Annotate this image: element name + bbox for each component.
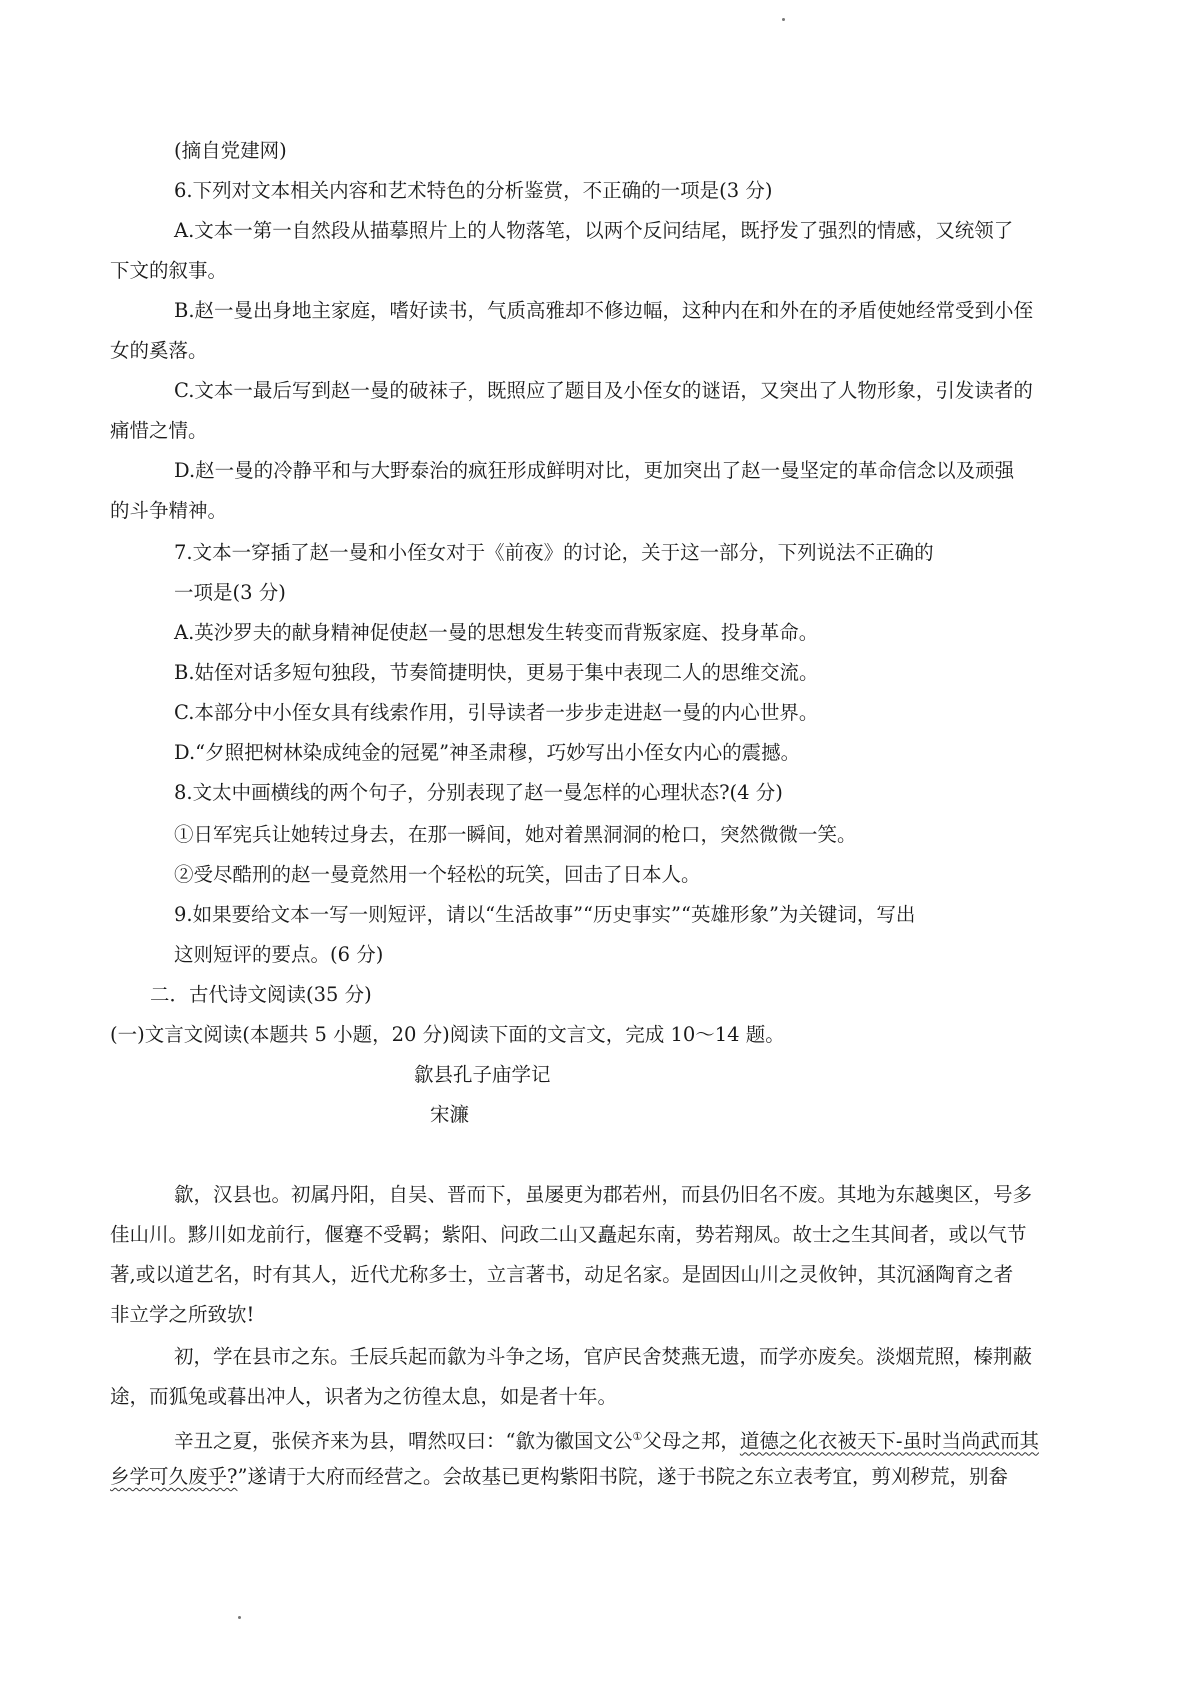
essay-p3-line1 xyxy=(174,1424,1039,1453)
essay-p3-line1-mid: 父母之邦， xyxy=(642,1429,740,1453)
subsection-heading: (一)文言文阅读(本题共 5 小题，20 分)阅读下面的文言文，完成 10～14 题。 xyxy=(110,1023,785,1046)
question-6-option-d-cont: 的斗争精神。 xyxy=(110,499,228,522)
question-6-option-a: A.文本一第一自然段从描摹照片上的人物落笔，以两个反问结尾，既抒发了强烈的情感，又统领了 xyxy=(174,219,1014,242)
source-note: (摘自党建网) xyxy=(174,139,287,162)
question-9-stem-cont: 这则短评的要点。(6 分) xyxy=(174,943,384,966)
essay-p1-line3: 著,或以道艺名，时有其人，近代尤称多士，立言著书，动足名家。是固因山川之灵攸钟，其沉涵陶育之者 xyxy=(110,1263,1014,1286)
question-6-option-d: D.赵一曼的冷静平和与大野泰治的疯狂形成鲜明对比，更加突出了赵一曼坚定的革命信念以及顽强 xyxy=(174,459,1015,482)
scan-speck xyxy=(238,1616,241,1619)
question-6-option-c-cont: 痛惜之情。 xyxy=(110,419,208,442)
essay-p3-line2 xyxy=(110,1464,1008,1490)
question-8-sentence-2: ②受尽酷刑的赵一曼竟然用一个轻松的玩笑，回击了日本人。 xyxy=(174,863,701,886)
question-7-option-a: A.英沙罗夫的献身精神促使赵一曼的思想发生转变而背叛家庭、投身革命。 xyxy=(174,621,819,644)
question-7-stem-cont: 一项是(3 分) xyxy=(174,581,286,604)
question-9-stem: 9.如果要给文本一写一则短评，请以“生活故事”“历史事实”“英雄形象”为关键词，写出 xyxy=(174,903,916,926)
essay-p2-line1: 初，学在县市之东。壬辰兵起而歙为斗争之场，官庐民舍焚燕无遗，而学亦废矣。淡烟荒照，榛荆蔽 xyxy=(174,1345,1033,1368)
question-8-sentence-1: ①日军宪兵让她转过身去，在那一瞬间，她对着黑洞洞的枪口，突然微微一笑。 xyxy=(174,823,857,846)
question-7-option-b: B.姑侄对话多短句独段，节奏简捷明快，更易于集中表现二人的思维交流。 xyxy=(174,661,819,684)
footnote-marker: ① xyxy=(632,1430,643,1443)
essay-p1-line2: 佳山川。黟川如龙前行，偃蹇不受羁；紫阳、问政二山又矗起东南，势若翔凤。故士之生其间者，或以气节 xyxy=(110,1223,1027,1246)
section-heading: 二．古代诗文阅读(35 分) xyxy=(150,983,372,1006)
question-7-option-d: D.“夕照把树林染成纯金的冠冕”神圣肃穆，巧妙写出小侄女内心的震撼。 xyxy=(174,741,801,764)
question-6-option-c: C.文本一最后写到赵一曼的破袜子，既照应了题目及小侄女的谜语，又突出了人物形象，引发读者的 xyxy=(174,379,1033,402)
essay-p3-line1-start: 辛丑之夏，张侯齐来为县，喟然叹曰：“歙为徽国文公 xyxy=(174,1429,633,1453)
question-6-option-b-cont: 女的奚落。 xyxy=(110,339,208,362)
essay-p1-line4: 非立学之所致欤! xyxy=(110,1303,255,1326)
question-6-option-a-cont: 下文的叙事。 xyxy=(110,259,228,282)
question-6-stem: 6.下列对文本相关内容和艺术特色的分析鉴赏，不正确的一项是(3 分) xyxy=(174,179,773,202)
essay-p1-line1: 歙，汉县也。初属丹阳，自吴、晋而下，虽屡更为郡若州，而县仍旧名不废。其地为东越奥区，号多 xyxy=(174,1183,1033,1206)
wavy-underlined-sentence-cont: 乡学可久废乎? xyxy=(110,1465,238,1488)
wavy-underlined-sentence: 道德之化衣被天下-虽时当尚武而其 xyxy=(739,1429,1039,1453)
question-8-stem: 8.文太中画横线的两个句子，分别表现了赵一曼怎样的心理状态?(4 分) xyxy=(174,781,783,804)
question-7-stem: 7.文本一穿插了赵一曼和小侄女对于《前夜》的讨论，关于这一部分，下列说法不正确的 xyxy=(174,541,934,564)
essay-title: 歙县孔子庙学记 xyxy=(414,1063,551,1086)
question-6-option-b: B.赵一曼出身地主家庭，嗜好读书，气质高雅却不修边幅，这种内在和外在的矛盾使她经常受到小侄 xyxy=(174,299,1034,322)
essay-author: 宋濂 xyxy=(430,1103,470,1126)
question-7-option-c: C.本部分中小侄女具有线索作用，引导读者一步步走进赵一曼的内心世界。 xyxy=(174,701,819,724)
scan-speck xyxy=(782,18,785,21)
essay-p3-line2-rest: ”遂请于大府而经营之。会故基已更构紫阳书院，遂于书院之东立表考宜，剪刈秽荒，别畚 xyxy=(237,1465,1008,1488)
essay-p2-line2: 途，而狐兔或暮出冲人，识者为之彷徨太息，如是者十年。 xyxy=(110,1385,618,1408)
